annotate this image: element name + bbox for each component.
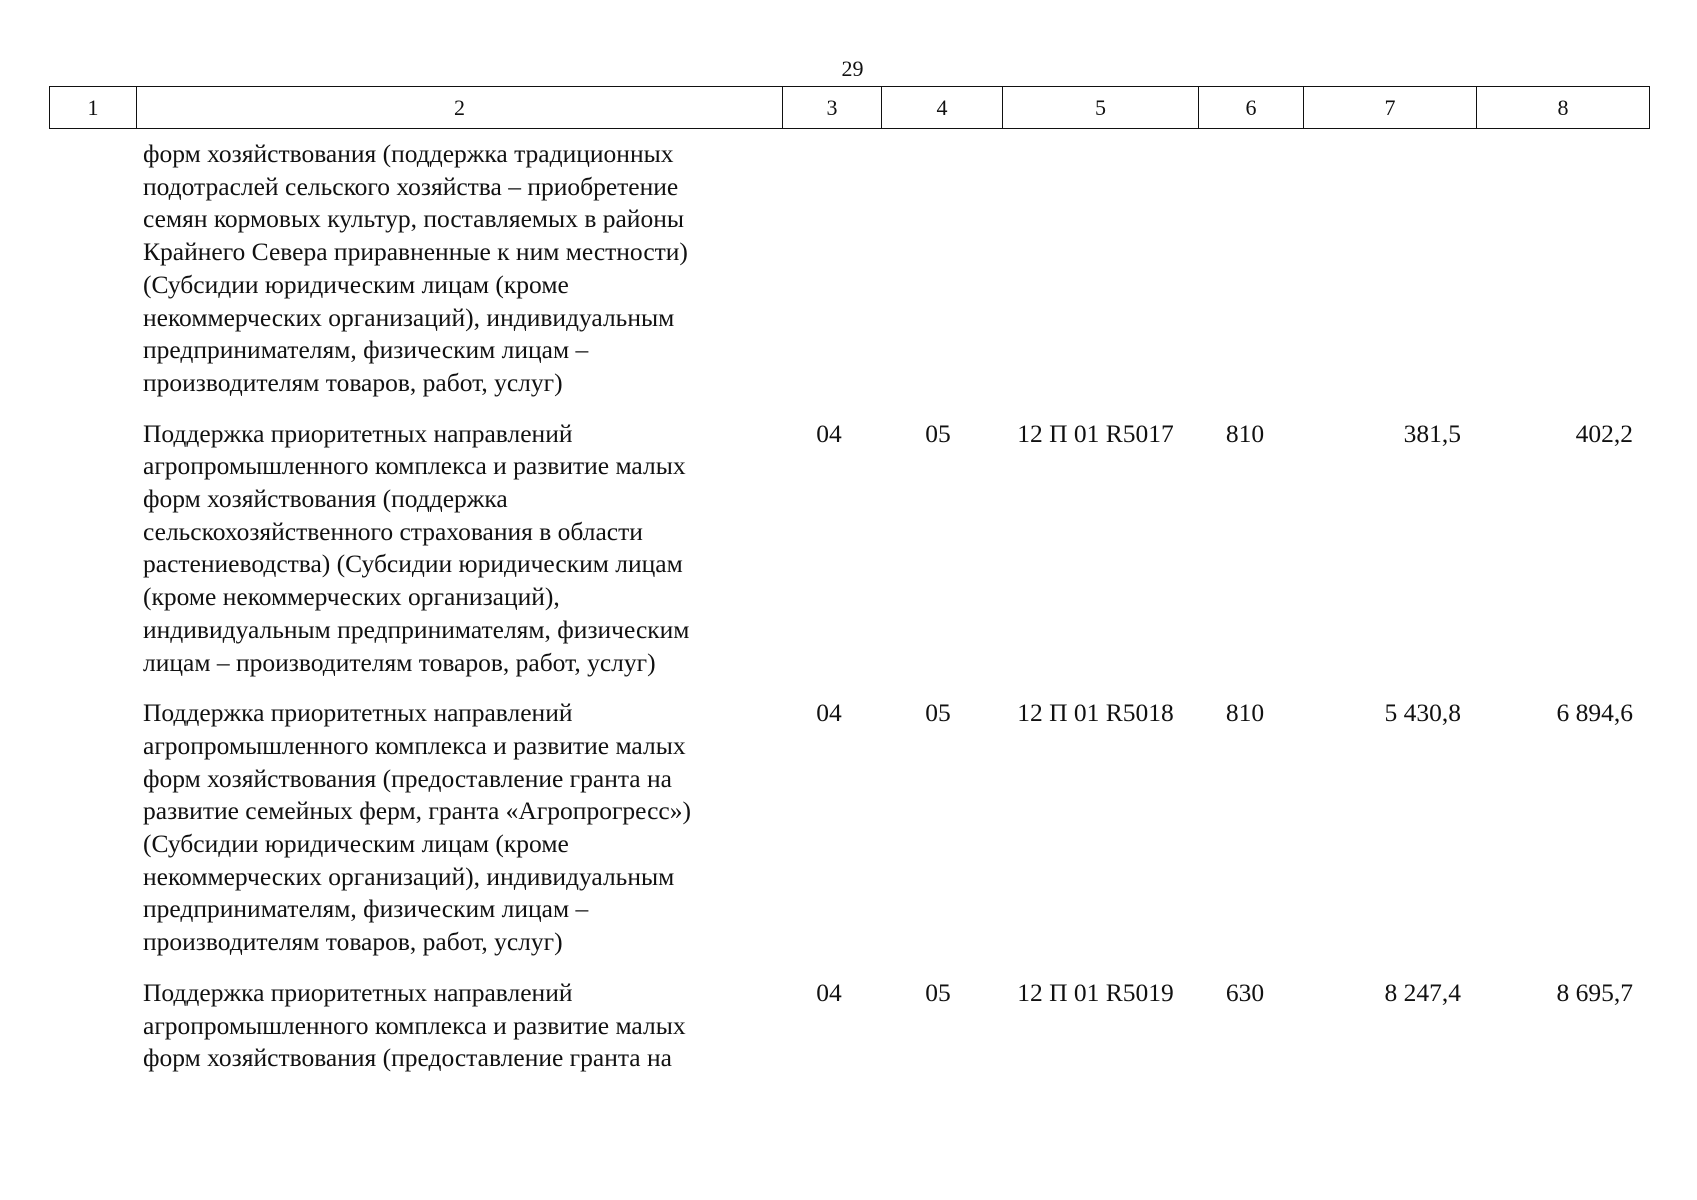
amount-year-1-cell: 381,5 [1403,418,1461,448]
column-header-row [49,86,1650,129]
description-cell: Поддержка приоритетных направлений агропромышленного комплекса и развитие малых форм хозяйствования (предоставление гранта на [143,977,686,1073]
expense-type-cell: 810 [1225,418,1265,448]
description-cell: Поддержка приоритетных направлений агропромышленного комплекса и развитие малых форм хозяйствования (предоставление гранта на развитие семейных ферм, гранта «Агропрогресс») (Субсидии юридическим лицам (кроме некоммерческих организаций), индивидуальным предпринимателям, физическим лицам – производителям товаров, работ, услуг) [143,698,691,957]
column-header-8: 8 [1477,87,1650,129]
page-number: 29 [841,56,864,81]
row-index-cell [49,697,135,959]
amount-year-1-cell: 8 247,4 [1384,977,1461,1007]
column-header-5: 5 [1003,87,1199,129]
expense-type-cell [1193,138,1297,400]
amount-year-2-cell: 402,2 [1575,418,1633,448]
column-header-7: 7 [1304,87,1477,129]
table-row [49,697,1641,959]
description-cell: форм хозяйствования (поддержка традиционных подотраслей сельского хозяйства – приобретение семян кормовых культур, поставляемых в районы Крайнего Севера приравненные к ним местности) (Субсидии юридическим лицам (кроме некоммерческих организаций), индивидуальным предпринимателям, физическим лицам – производителям товаров, работ, услуг) [143,139,688,397]
table-row [49,138,1641,400]
column-header-4: 4 [882,87,1003,129]
subsection-cell: 05 [925,418,951,448]
expense-type-cell: 630 [1225,977,1265,1007]
column-header-1: 1 [50,87,137,129]
section-cell: 04 [816,977,842,1007]
column-header-3: 3 [783,87,882,129]
amount-year-2-cell: 8 695,7 [1556,977,1633,1007]
row-index-cell [49,138,135,400]
target-article-cell: 12 П 01 R5018 [1017,698,1174,728]
budget-table [49,138,1641,1075]
subsection-cell: 05 [925,977,951,1007]
amount-year-2-cell [1469,138,1641,400]
target-article-cell: 12 П 01 R5019 [1017,977,1174,1007]
table-row [49,977,1641,1075]
column-header-6: 6 [1199,87,1304,129]
table-row [49,418,1641,680]
target-article-cell [998,138,1193,400]
amount-year-1-cell [1297,138,1469,400]
description-cell: Поддержка приоритетных направлений агропромышленного комплекса и развитие малых форм хозяйствования (поддержка сельскохозяйственного страхования в области растениеводства) (Субсидии юридическим лицам (кроме некоммерческих организаций), индивидуальным предпринимателям, физическим лицам – производителям товаров, работ, услуг) [143,418,690,677]
section-cell: 04 [816,418,842,448]
section-cell: 04 [816,698,842,728]
amount-year-2-cell: 6 894,6 [1556,698,1633,728]
subsection-cell: 05 [925,698,951,728]
subsection-cell [878,138,998,400]
expense-type-cell: 810 [1225,698,1265,728]
row-index-cell [49,418,135,680]
amount-year-1-cell: 5 430,8 [1384,698,1461,728]
target-article-cell: 12 П 01 R5017 [1017,418,1174,448]
section-cell [780,138,878,400]
column-header-2: 2 [137,87,783,129]
row-index-cell [49,977,135,1075]
